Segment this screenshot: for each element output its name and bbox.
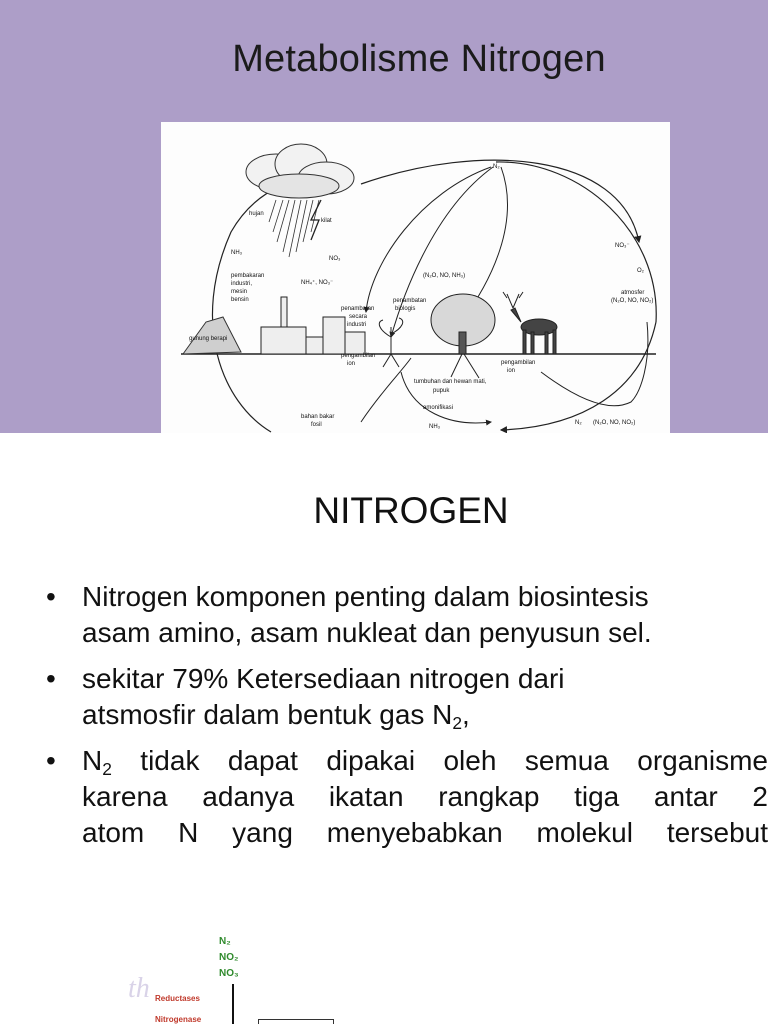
bullet-text: N bbox=[82, 745, 103, 776]
slide-nitrogen-reduction-partial bbox=[0, 863, 768, 1024]
label-amonifikasi: amonifikasi bbox=[423, 405, 454, 411]
label-o2: O₂ bbox=[637, 268, 644, 274]
label-nh3: NH₃ bbox=[231, 250, 243, 256]
chem-label-no2: NO₂ bbox=[219, 952, 239, 963]
label-no3-left: NO₃ bbox=[329, 256, 341, 262]
subscript: 2 bbox=[452, 713, 463, 734]
label-atmosfer-gases: (N₂O, NO, NO₂) bbox=[611, 298, 654, 304]
label-hujan: hujan bbox=[249, 211, 264, 217]
enzyme-label-reductases: Reductases bbox=[155, 994, 200, 1003]
label-gunung-berapi: gunung berapi bbox=[189, 336, 228, 342]
label-pengambilan-ion-left: ion bbox=[347, 361, 356, 367]
label-atmosfer: atmosfer bbox=[621, 290, 645, 296]
rain-icon bbox=[269, 200, 319, 257]
tree-icon bbox=[431, 294, 495, 378]
label-pengambilan-ion-left: pengambilan bbox=[341, 353, 376, 359]
cloud-icon bbox=[246, 144, 354, 198]
bullet-text: tidak dapat dipakai oleh semua organisme bbox=[111, 745, 768, 776]
arrow-right-loop bbox=[541, 322, 648, 406]
label-pembakaran: bensin bbox=[231, 297, 249, 303]
cycle-arc-top-right bbox=[361, 160, 639, 242]
label-bahan-bakar: fosil bbox=[311, 422, 322, 428]
label-kilat: kilat bbox=[321, 218, 332, 224]
bullet-line: Nitrogen komponen penting dalam biosintesis bbox=[82, 581, 649, 612]
label-pembakaran: pembakaran bbox=[231, 273, 265, 279]
label-gases-bottom-right: (N₂O, NO, NO₂) bbox=[593, 420, 636, 426]
chem-label-n2: N₂ bbox=[219, 936, 231, 947]
label-no3-right: NO₃⁻ bbox=[615, 243, 630, 249]
bullet-line: karena adanya ikatan rangkap tiga antar 2 bbox=[82, 781, 768, 812]
label-pupuk: pupuk bbox=[433, 388, 450, 394]
bullet-line bbox=[82, 743, 768, 779]
deer-icon bbox=[503, 292, 557, 354]
subscript: 2 bbox=[102, 759, 112, 780]
bullet-line bbox=[82, 697, 768, 733]
label-penambatan-biologi: biologis bbox=[395, 306, 416, 312]
label-bahan-bakar: bahan bakar bbox=[301, 414, 335, 420]
label-nh4-no3: NH₄⁺, NO₃⁻ bbox=[301, 280, 334, 286]
bullet-text: , bbox=[462, 699, 470, 730]
slide-title: NITROGEN bbox=[313, 490, 509, 531]
slide-metabolisme-nitrogen bbox=[0, 0, 768, 433]
label-pembakaran: mesin bbox=[231, 289, 248, 295]
label-pengambilan-ion-right: ion bbox=[507, 368, 516, 374]
label-penambatan-industri: secara bbox=[349, 314, 368, 320]
bullet-line: atom N yang menyebabkan molekul tersebut bbox=[82, 817, 768, 848]
watermark-logo-icon: th bbox=[128, 973, 150, 1004]
label-gases-mid: (N₂O, NO, NH₃) bbox=[423, 273, 466, 279]
label-penambatan-industri: industri bbox=[347, 322, 367, 328]
arrow-n2-to-industry bbox=[366, 167, 491, 312]
bullet-item bbox=[34, 661, 768, 733]
label-pembakaran: industri, bbox=[231, 281, 253, 287]
label-tumbuhan-hewan: tumbuhan dan hewan mati, bbox=[414, 379, 487, 385]
lightning-icon bbox=[311, 200, 321, 240]
slide-nitrogen bbox=[0, 433, 768, 863]
nitrogen-cycle-diagram bbox=[161, 122, 670, 433]
label-penambatan-industri: penambatan bbox=[341, 306, 375, 312]
bullet-dot-icon: • bbox=[46, 745, 56, 776]
bullet-line: sekitar 79% Ketersediaan nitrogen dari bbox=[82, 663, 565, 694]
slide-title: Metabolisme Nitrogen bbox=[232, 38, 606, 80]
label-n2-bottom-right: N₂ bbox=[575, 420, 582, 426]
bullet-list bbox=[34, 579, 768, 861]
enzyme-label-nitrogenase: Nitrogenase bbox=[155, 1015, 202, 1024]
plant-icon bbox=[379, 318, 402, 367]
label-pengambilan-ion-right: pengambilan bbox=[501, 360, 536, 366]
bullet-text: atsmosfir dalam bentuk gas N bbox=[82, 699, 453, 730]
bullet-item bbox=[34, 743, 768, 851]
nitrogen-cycle-illustration bbox=[161, 122, 670, 433]
bullet-dot-icon: • bbox=[46, 663, 56, 694]
pathway-line bbox=[232, 984, 234, 1024]
bullet-item bbox=[34, 579, 768, 651]
bullet-line: asam amino, asam nukleat dan penyusun sel. bbox=[82, 617, 652, 648]
chem-label-no3: NO₃ bbox=[219, 968, 239, 979]
bullet-dot-icon: • bbox=[46, 581, 56, 612]
label-nh3-bottom: NH₃ bbox=[429, 424, 441, 430]
arrow-fossil bbox=[361, 358, 411, 422]
pathway-box bbox=[258, 1019, 334, 1024]
label-penambatan-biologi: penambatan bbox=[393, 298, 427, 304]
label-n2-top: N₂ bbox=[493, 164, 500, 170]
